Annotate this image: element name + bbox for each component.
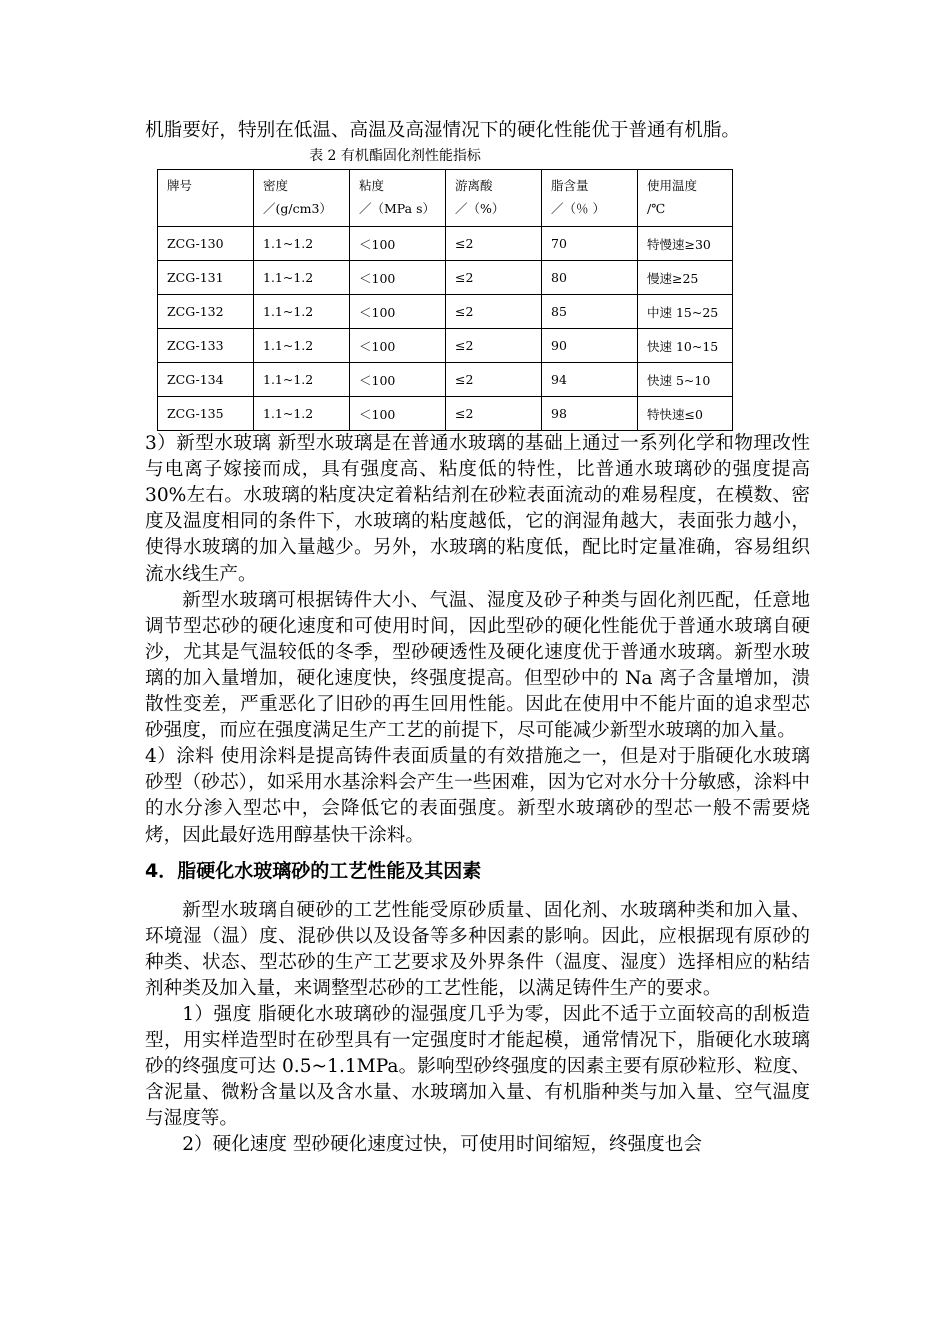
table-caption: 表 2 有机酯固化剂性能指标	[309, 148, 481, 165]
cell-temperature: 慢速≥25	[638, 261, 733, 295]
header-cell-free-acid: 游离酸 ／（%）	[446, 170, 542, 227]
paragraph-new-water-glass: 3）新型水玻璃 新型水玻璃是在普通水玻璃的基础上通过一系列化学和物理改性与电离子嫁接而成，具有强度高、粘度低的特性，比普通水玻璃砂的强度提高 30%左右。水玻璃的粘度决定着粘结剂在砂粒表面流动的难易程度，在模数、密度及温度相同的条件下，水玻璃的粘度越低，它的润湿角越大，表面张力越小，使得水玻璃的加入量越少。另外，水玻璃的粘度低，配比时定量准确，容易组织流水线生产。	[145, 433, 810, 585]
header-cell-viscosity: 粘度 ／（MPa s）	[350, 170, 446, 227]
cell-grade: ZCG-134	[158, 363, 254, 397]
paragraph-new-water-glass-usage: 新型水玻璃可根据铸件大小、气温、湿度及砂子种类与固化剂匹配，任意地调节型芯砂的硬化速度和可使用时间，因此型砂的硬化性能优于普通水玻璃自硬沙，尤其是气温较低的冬季，型砂硬透性及硬化速度优于普通水玻璃。新型水玻璃的加入量增加，硬化速度快，终强度提高。但型砂中的 Na 离子含量增加，溃散性变差，严重恶化了旧砂的再生回用性能。因此在使用中不能片面的追求型芯砂强度，而应在强度满足生产工艺的前提下，尽可能减少新型水玻璃的加入量。	[145, 589, 810, 742]
cell-free-acid: ≤2	[446, 261, 542, 295]
cell-grade: ZCG-132	[158, 295, 254, 329]
cell-free-acid: ≤2	[446, 397, 542, 431]
table-row	[158, 295, 733, 329]
cell-ester-content: 94	[542, 363, 638, 397]
section-4-heading: 4．脂硬化水玻璃砂的工艺性能及其因素	[145, 859, 482, 882]
intro-paragraph: 机脂要好，特别在低温、高温及高湿情况下的硬化性能优于普通有机脂。	[145, 120, 741, 141]
table-row	[158, 363, 733, 397]
cell-ester-content: 98	[542, 397, 638, 431]
cell-temperature: 快速 5~10	[638, 363, 733, 397]
cell-grade: ZCG-131	[158, 261, 254, 295]
cell-free-acid: ≤2	[446, 363, 542, 397]
cell-ester-content: 85	[542, 295, 638, 329]
curing-agent-table	[157, 169, 733, 431]
cell-density: 1.1~1.2	[254, 261, 350, 295]
cell-free-acid: ≤2	[446, 227, 542, 261]
cell-viscosity: ＜100	[350, 397, 446, 431]
cell-ester-content: 80	[542, 261, 638, 295]
header-cell-grade: 牌号	[158, 170, 254, 227]
cell-viscosity: ＜100	[350, 261, 446, 295]
cell-grade: ZCG-135	[158, 397, 254, 431]
cell-grade: ZCG-133	[158, 329, 254, 363]
table-row	[158, 261, 733, 295]
cell-viscosity: ＜100	[350, 295, 446, 329]
cell-viscosity: ＜100	[350, 329, 446, 363]
cell-viscosity: ＜100	[350, 227, 446, 261]
table-header-row	[158, 170, 733, 227]
cell-grade: ZCG-130	[158, 227, 254, 261]
header-cell-density: 密度 ／(g/cm3）	[254, 170, 350, 227]
cell-temperature: 中速 15~25	[638, 295, 733, 329]
table-row	[158, 397, 733, 431]
paragraph-strength: 1）强度 脂硬化水玻璃砂的湿强度几乎为零，因此不适于立面较高的刮板造型，用实样造型时在砂型具有一定强度时才能起模，通常情况下，脂硬化水玻璃砂的终强度可达 0.5~1.1MPa。影响型砂终强度的因素主要有原砂粒形、粒度、含泥量、微粉含量以及含水量、水玻璃加入量、有机脂种类与加入量、空气温度与湿度等。	[145, 1003, 810, 1130]
cell-temperature: 特快速≤0	[638, 397, 733, 431]
cell-density: 1.1~1.2	[254, 227, 350, 261]
table-row	[158, 329, 733, 363]
cell-density: 1.1~1.2	[254, 397, 350, 431]
cell-temperature: 特慢速≥30	[638, 227, 733, 261]
cell-free-acid: ≤2	[446, 295, 542, 329]
header-cell-temperature: 使用温度 /℃	[638, 170, 733, 227]
cell-viscosity: ＜100	[350, 363, 446, 397]
table-row	[158, 227, 733, 261]
cell-density: 1.1~1.2	[254, 295, 350, 329]
cell-density: 1.1~1.2	[254, 329, 350, 363]
paragraph-process-properties: 新型水玻璃自硬砂的工艺性能受原砂质量、固化剂、水玻璃种类和加入量、环境湿（温）度、混砂供以及设备等多种因素的影响。因此，应根据现有原砂的种类、状态、型芯砂的生产工艺要求及外界条件（温度、湿度）选择相应的粘结剂种类及加入量，来调整型芯砂的工艺性能，以满足铸件生产的要求。	[145, 899, 810, 999]
paragraph-coating: 4）涂料 使用涂料是提高铸件表面质量的有效措施之一，但是对于脂硬化水玻璃砂型（砂芯），如采用水基涂料会产生一些困难，因为它对水分十分敏感，涂料中的水分渗入型芯中，会降低它的表面强度。新型水玻璃砂的型芯一般不需要烧烤，因此最好选用醇基快干涂料。	[145, 746, 810, 846]
cell-density: 1.1~1.2	[254, 363, 350, 397]
document-page	[145, 118, 810, 1159]
cell-ester-content: 70	[542, 227, 638, 261]
cell-temperature: 快速 10~15	[638, 329, 733, 363]
header-cell-ester-content: 脂含量 ／（％ ）	[542, 170, 638, 227]
paragraph-hardening-speed: 2）硬化速度 型砂硬化速度过快，可使用时间缩短，终强度也会	[182, 1134, 702, 1156]
cell-ester-content: 90	[542, 329, 638, 363]
cell-free-acid: ≤2	[446, 329, 542, 363]
